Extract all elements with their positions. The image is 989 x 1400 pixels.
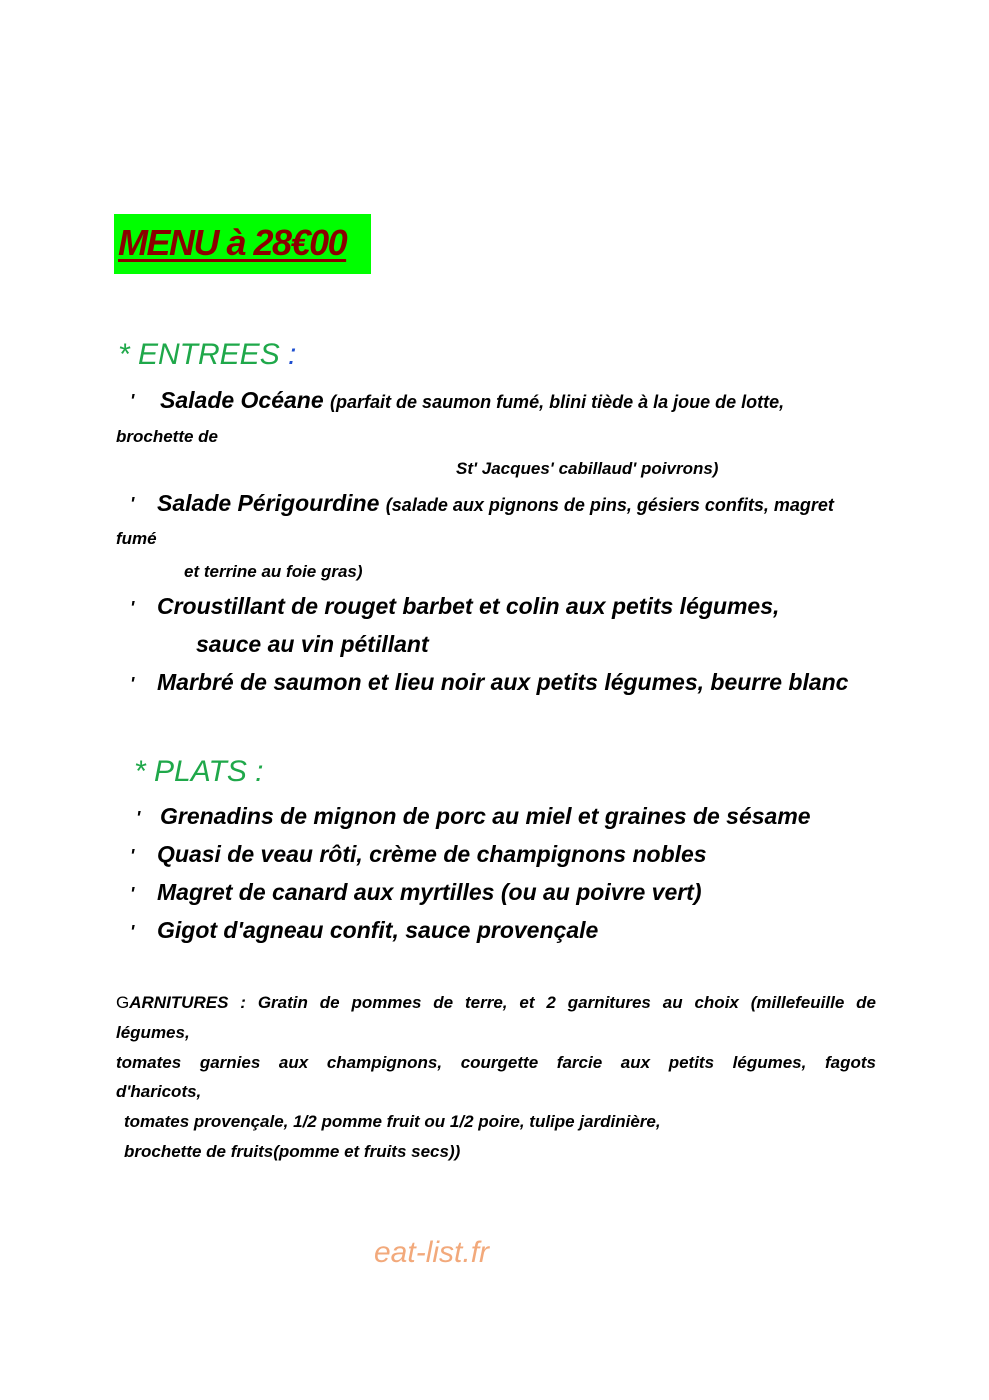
garnitures-line-2: légumes,: [116, 1023, 190, 1042]
entree-1-desc: (parfait de saumon fumé, blini tiède à la joue de lotte,: [330, 392, 785, 412]
plat-3-bullet: ': [130, 884, 135, 904]
entree-2-name: Salade Périgourdine: [157, 490, 386, 516]
entree-4-bullet: ': [130, 674, 135, 694]
garnitures-first-letter: G: [116, 993, 130, 1012]
plat-1: Grenadins de mignon de porc au miel et graines de sésame: [160, 803, 811, 829]
garnitures-line-4: d'haricots,: [116, 1082, 202, 1101]
entree-3-bullet: ': [130, 598, 135, 618]
plat-4: Gigot d'agneau confit, sauce provençale: [157, 917, 599, 943]
entree-1-line2: brochette de: [116, 427, 219, 446]
entrees-heading: [118, 338, 296, 372]
entrees-heading-colon: :: [288, 338, 297, 371]
entree-3-name: Croustillant de rouget barbet et colin aux petits légumes,: [157, 593, 780, 619]
plat-2-bullet: ': [130, 846, 135, 866]
plat-4-bullet: ': [130, 922, 135, 942]
garnitures-line-1-text: ARNITURES : Gratin de pommes de terre, et 2 garnitures au choix (millefeuille de: [129, 993, 876, 1012]
entree-3-line2: sauce au vin pétillant: [196, 631, 429, 657]
menu-title: MENU à 28€00: [118, 222, 347, 263]
entree-1-bullet: ': [130, 391, 135, 411]
plats-heading: * PLATS :: [134, 755, 264, 788]
garnitures-line-3: tomates garnies aux champignons, courgette farcie aux petits légumes, fagots: [116, 1053, 876, 1072]
plat-2: Quasi de veau rôti, crème de champignons nobles: [157, 841, 707, 867]
garnitures-line-1: [116, 993, 876, 1013]
entree-1: [160, 387, 784, 414]
watermark-text: eat-list.fr: [374, 1236, 490, 1269]
entrees-heading-label: * ENTREES: [118, 338, 289, 371]
entree-2-desc: (salade aux pignons de pins, gésiers confits, magret: [385, 495, 834, 515]
entree-2: [157, 490, 834, 517]
entree-2-line3: et terrine au foie gras): [184, 562, 363, 581]
entree-2-bullet: ': [130, 494, 135, 514]
garnitures-line-5: tomates provençale, 1/2 pomme fruit ou 1/2 poire, tulipe jardinière,: [124, 1112, 661, 1131]
entree-4-name: Marbré de saumon et lieu noir aux petits légumes, beurre blanc: [157, 669, 849, 695]
entree-1-line3: St' Jacques' cabillaud' poivrons): [456, 459, 719, 478]
plat-1-bullet: ': [136, 808, 141, 828]
garnitures-line-6: brochette de fruits(pomme et fruits secs)): [124, 1142, 461, 1161]
entree-1-name: Salade Océane: [160, 387, 331, 413]
entree-2-line2: fumé: [116, 529, 157, 548]
plat-3: Magret de canard aux myrtilles (ou au poivre vert): [157, 879, 702, 905]
